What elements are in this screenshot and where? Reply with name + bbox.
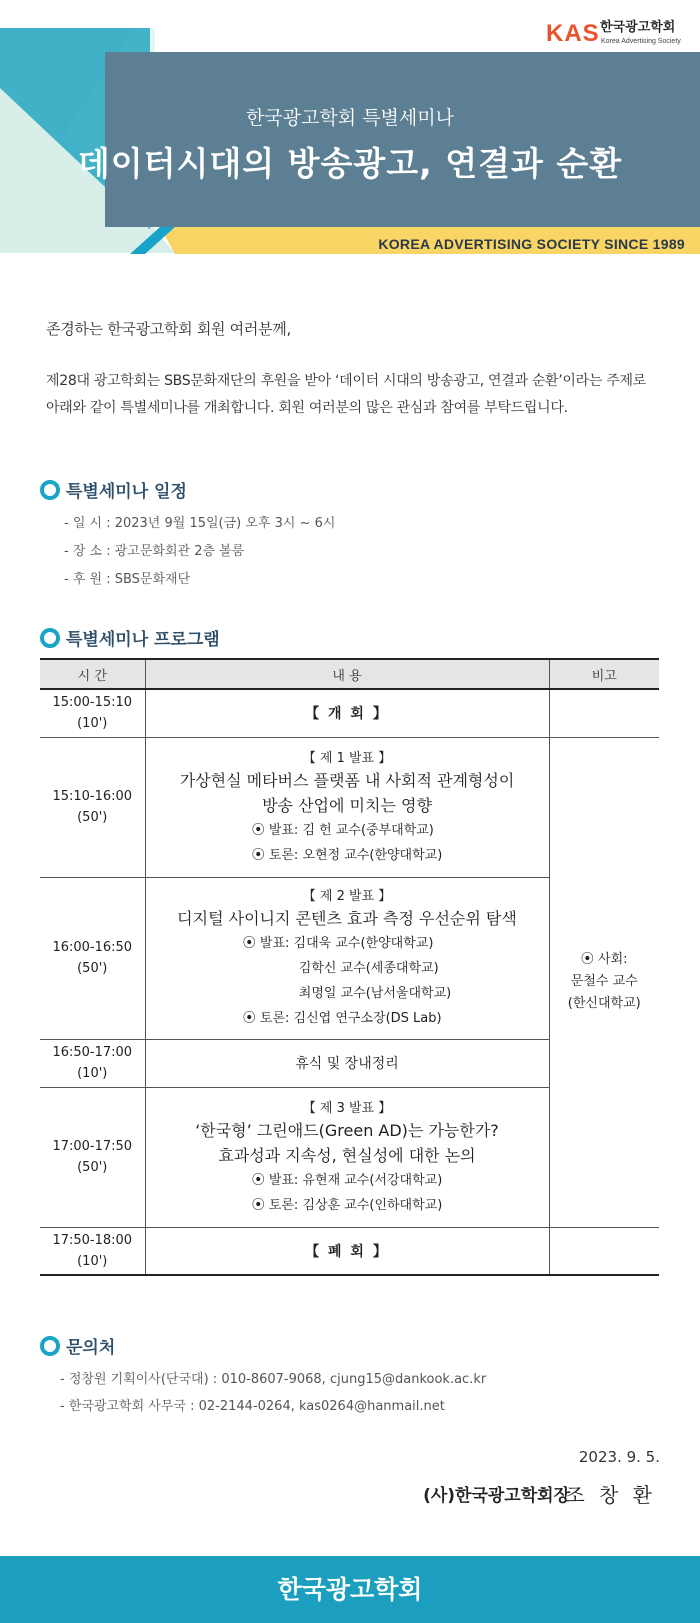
closing-label: 【 폐 회 】 (305, 1243, 389, 1260)
time-cell (40, 737, 145, 877)
duration: (10') (77, 1066, 108, 1081)
presenter: 최명일 교수(남서울대학교) (298, 986, 452, 1001)
session-label: 【 제 2 발표 】 (302, 889, 392, 904)
remark-cell (549, 689, 659, 737)
break-label: 휴식 및 장내정리 (295, 1056, 399, 1072)
duration: (50') (77, 961, 108, 976)
program-heading (40, 625, 220, 650)
circle-bullet-icon (40, 1336, 60, 1356)
content-cell (145, 737, 549, 877)
moderator-label: ⦿ 사회: (580, 952, 628, 967)
table-row (40, 737, 659, 877)
duration: (10') (77, 1253, 108, 1269)
header-content: 내 용 (145, 659, 549, 689)
banner-title: 데이터시대의 방송광고, 연결과 순환 (77, 144, 623, 183)
time-range: 15:10-16:00 (52, 789, 133, 804)
contact-secretariat: - 한국광고학회 사무국 : 02-2144-0264, kas0264@hanmail.net (60, 1399, 445, 1414)
logo-kas-text: KAS (546, 20, 600, 47)
discussant: ⦿ 토론: 오현정 교수(한양대학교) (251, 847, 443, 863)
circle-bullet-icon (40, 628, 60, 648)
participants (252, 1168, 443, 1218)
program-table (40, 658, 659, 1276)
time-range: 17:00-17:50 (52, 1139, 133, 1154)
remark-cell-moderator (549, 737, 659, 1227)
topic-line-2: 방송 산업에 미치는 영향 (262, 795, 432, 815)
contact-heading (40, 1333, 115, 1358)
time-cell (40, 877, 145, 1039)
banner-subtitle: 한국광고학회 특별세미나 (246, 107, 454, 129)
time-range: 15:00-15:10 (52, 695, 133, 711)
contact-planning-director: - 정창원 기획이사(단국대) : 010-8607-9068, cjung15@dankook.ac.kr (60, 1372, 487, 1387)
time-cell (40, 1227, 145, 1275)
table-header-row (40, 659, 659, 689)
presenter: ⦿ 발표: 김 헌 교수(중부대학교) (251, 822, 434, 838)
header-time: 시 간 (40, 659, 145, 689)
participants (252, 818, 443, 868)
discussant: ⦿ 토론: 김상훈 교수(인하대학교) (251, 1197, 443, 1213)
time-range: 17:50-18:00 (52, 1232, 133, 1248)
schedule-heading (40, 477, 187, 502)
duration: (10') (77, 716, 108, 732)
duration: (50') (77, 1160, 108, 1175)
contact-heading-text: 문의처 (66, 1338, 116, 1358)
time-range: 16:50-17:00 (52, 1045, 133, 1060)
issue-date: 2023. 9. 5. (578, 1448, 660, 1466)
signer-name: 조 창 환 (565, 1483, 656, 1507)
content-cell (145, 877, 549, 1039)
schedule-venue: - 장 소 : 광고문화회관 2층 볼룸 (64, 544, 245, 559)
time-cell (40, 1087, 145, 1227)
presenter: ⦿ 발표: 유현재 교수(서강대학교) (251, 1172, 443, 1188)
since-tagline: KOREA ADVERTISING SOCIETY SINCE 1989 (378, 236, 685, 252)
duration: (50') (77, 810, 108, 825)
participants (243, 931, 451, 1031)
intro-line-2: 아래와 같이 특별세미나를 개최합니다. 회원 여러분의 많은 관심과 참여를 부탁드립니다. (46, 400, 568, 416)
intro-line-1: 제28대 광고학회는 SBS문화재단의 후원을 받아 ‘데이터 시대의 방송광고, 연결과 순환’이라는 주제로 (46, 373, 646, 389)
session-label: 【 제 1 발표 】 (302, 750, 392, 766)
signer-title: (사)한국광고학회장 (423, 1486, 570, 1506)
time-range: 16:00-16:50 (52, 940, 133, 955)
footer-society-name: 한국광고학회 (277, 1575, 423, 1604)
time-cell (40, 689, 145, 737)
discussant: ⦿ 토론: 김신엽 연구소장(DS Lab) (242, 1011, 442, 1026)
time-cell (40, 1039, 145, 1087)
session-label: 【 제 3 발표 】 (302, 1100, 392, 1116)
schedule-date: - 일 시 : 2023년 9월 15일(금) 오후 3시 ~ 6시 (64, 516, 336, 531)
schedule-sponsor: - 후 원 : SBS문화재단 (64, 572, 191, 587)
moderator-name: 문철수 교수 (570, 974, 638, 989)
presenter: ⦿ 발표: 김대욱 교수(한양대학교) (242, 936, 434, 951)
remark-cell (549, 1227, 659, 1275)
topic-line-1: ‘한국형’ 그린애드(Green AD)는 가능한가? (195, 1120, 499, 1140)
table-row (40, 689, 659, 737)
table-row (40, 1227, 659, 1275)
topic-line-1: 디지털 사이니지 콘텐츠 효과 측정 우선순위 탐색 (177, 909, 517, 928)
logo-english-name: Korea Advertising Society (601, 38, 681, 45)
content-cell (145, 1087, 549, 1227)
presenter: 김학신 교수(세종대학교) (298, 961, 439, 976)
content-cell (145, 1227, 549, 1275)
logo-korean-name: 한국광고학회 (600, 20, 676, 35)
content-cell (145, 689, 549, 737)
circle-bullet-icon (40, 480, 60, 500)
greeting: 존경하는 한국광고학회 회원 여러분께, (46, 320, 291, 338)
header-remark: 비고 (549, 659, 659, 689)
opening-label: 【 개 회 】 (305, 706, 389, 723)
topic-line-2: 효과성과 지속성, 현실성에 대한 논의 (218, 1145, 476, 1165)
program-heading-text: 특별세미나 프로그램 (66, 630, 220, 650)
content-cell (145, 1039, 549, 1087)
moderator-affiliation: (한신대학교) (567, 996, 641, 1011)
topic-line-1: 가상현실 메타버스 플랫폼 내 사회적 관계형성이 (179, 770, 515, 790)
schedule-heading-text: 특별세미나 일정 (66, 482, 187, 502)
